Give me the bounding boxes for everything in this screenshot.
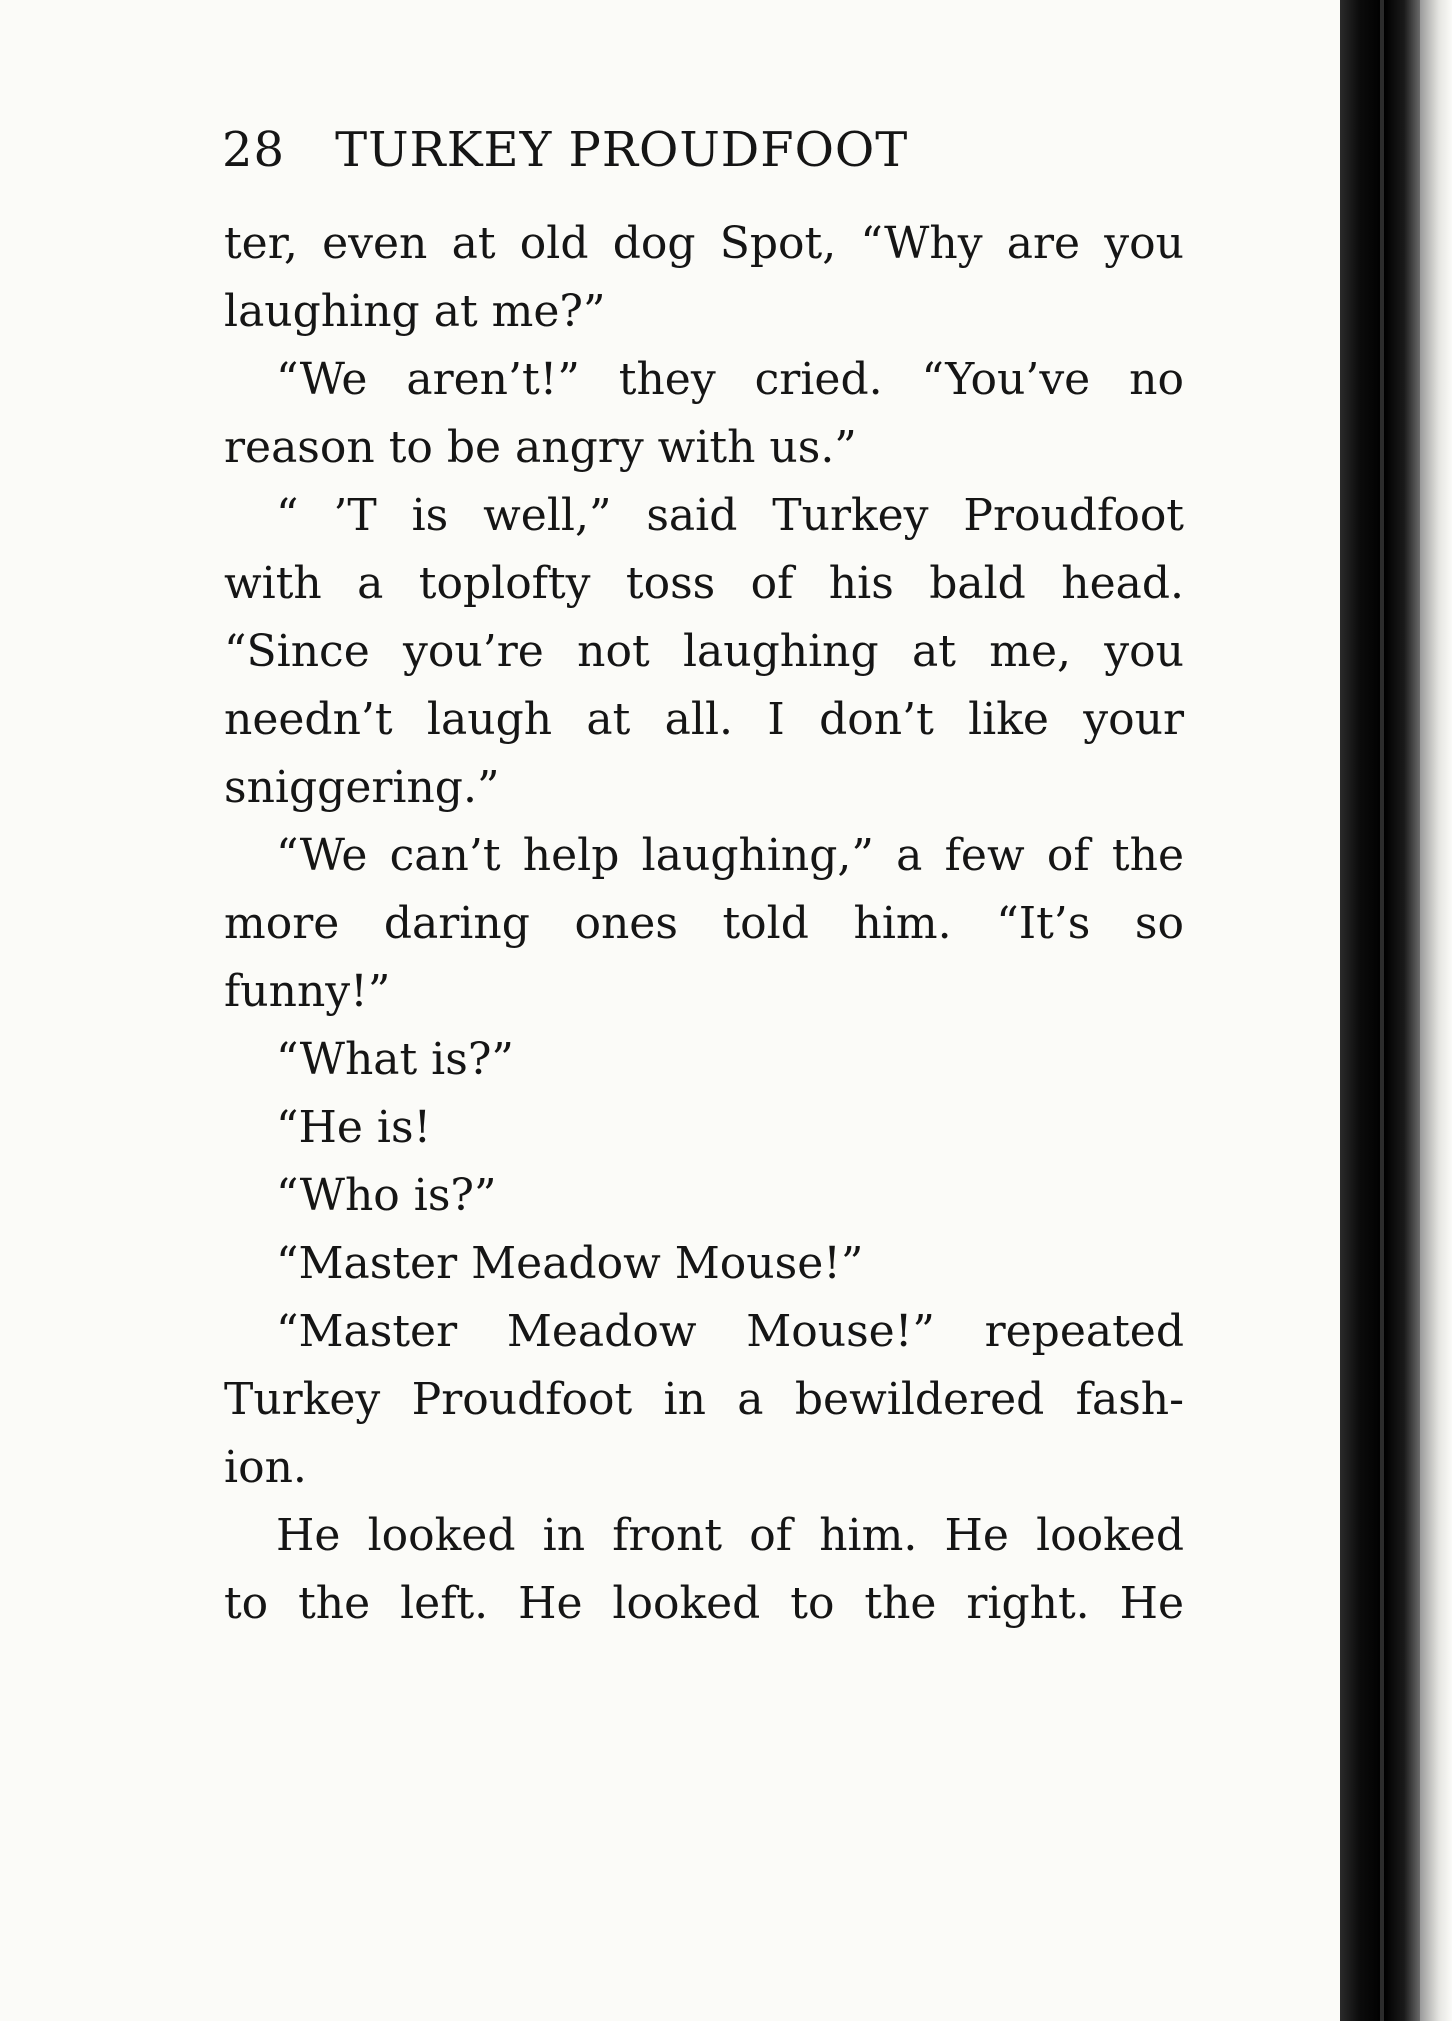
text-line: “He is! <box>276 1102 432 1153</box>
running-header <box>222 122 908 178</box>
text-line: “ ’T is well,” said Turkey Proudfoot <box>276 490 1184 541</box>
text-line: “We can’t help laughing,” a few of the <box>276 830 1184 881</box>
text-line: to the left. He looked to the right. He <box>224 1578 1184 1629</box>
text-line: Turkey Proudfoot in a bewildered fash- <box>224 1374 1184 1425</box>
text-line: needn’t laugh at all. I don’t like your <box>224 694 1184 745</box>
text-line: He looked in front of him. He looked <box>276 1510 1184 1561</box>
body-text <box>224 210 1184 1638</box>
binding-streak <box>1380 0 1384 2021</box>
text-line: ion. <box>224 1442 307 1493</box>
text-line: laughing at me?” <box>224 286 606 337</box>
text-line: reason to be angry with us.” <box>224 422 857 473</box>
text-line: funny!” <box>224 966 391 1017</box>
text-line: “Since you’re not laughing at me, you <box>224 626 1184 677</box>
book-edge-highlight <box>1420 0 1452 2021</box>
text-line: “Who is?” <box>276 1170 497 1221</box>
text-line: “What is?” <box>276 1034 514 1085</box>
text-line: with a toplofty toss of his bald head. <box>224 558 1184 609</box>
page-number: 28 <box>222 122 286 178</box>
text-line: ter, even at old dog Spot, “Why are you <box>224 218 1184 269</box>
text-line: “Master Meadow Mouse!” <box>276 1238 864 1289</box>
text-line: “Master Meadow Mouse!” repeated <box>276 1306 1184 1357</box>
running-title: TURKEY PROUDFOOT <box>335 122 909 178</box>
text-line: “We aren’t!” they cried. “You’ve no <box>276 354 1184 405</box>
text-line: more daring ones told him. “It’s so <box>224 898 1184 949</box>
text-line: sniggering.” <box>224 762 500 813</box>
